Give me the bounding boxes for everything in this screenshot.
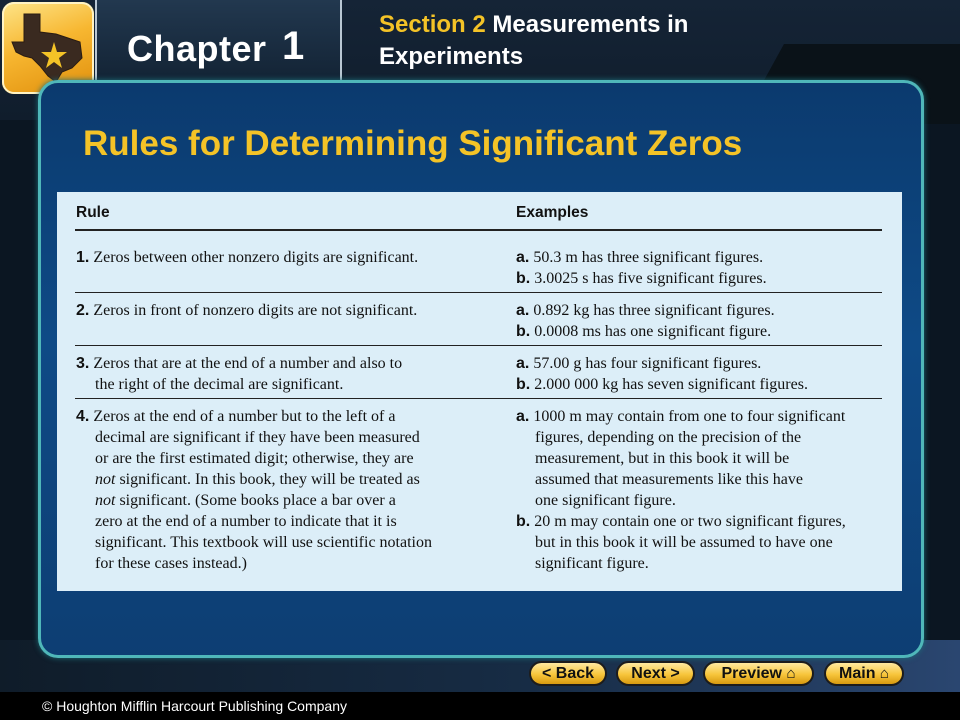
example-letter: b. — [516, 513, 531, 530]
copyright-footer: © Houghton Mifflin Harcourt Publishing Company — [42, 698, 347, 714]
rule-text: zero at the end of a number to indicate that it is — [95, 513, 397, 530]
texas-star-icon — [10, 12, 86, 84]
example-letter: a. — [516, 408, 530, 425]
rule-number: 2. — [76, 302, 90, 319]
column-header-examples: Examples — [516, 204, 589, 221]
home-icon: ⌂ — [786, 665, 796, 682]
rule-text: Zeros between other nonzero digits are significant. — [93, 249, 419, 266]
next-button[interactable]: Next > — [616, 661, 695, 686]
row-divider — [75, 345, 882, 346]
section-label: Section 2 — [379, 11, 486, 38]
example-letter: b. — [516, 323, 531, 340]
example-text: 3.0025 s has five significant figures. — [534, 270, 767, 287]
back-button[interactable]: < Back — [529, 661, 607, 686]
table-row-examples — [516, 300, 775, 342]
rule-text: the right of the decimal are significant. — [95, 376, 344, 393]
preview-label: Preview — [721, 665, 782, 682]
rule-text: Zeros that are at the end of a number and also to — [93, 355, 403, 372]
rule-text: decimal are significant if they have been measured — [95, 429, 420, 446]
table-row-rule — [76, 353, 402, 395]
rule-number: 4. — [76, 408, 90, 425]
example-text: 57.00 g has four significant figures. — [533, 355, 762, 372]
example-text: one significant figure. — [535, 492, 676, 509]
example-text: 2.000 000 kg has seven significant figures. — [534, 376, 808, 393]
example-letter: a. — [516, 249, 530, 266]
table-row-rule — [76, 300, 417, 321]
rule-number: 3. — [76, 355, 90, 372]
preview-button[interactable] — [703, 661, 814, 686]
main-button[interactable] — [824, 661, 904, 686]
example-letter: a. — [516, 355, 530, 372]
row-divider — [75, 398, 882, 399]
example-text: 1000 m may contain from one to four significant — [533, 408, 846, 425]
rule-text: not significant. (Some books place a bar over a — [95, 492, 396, 509]
example-text: 20 m may contain one or two significant figures, — [534, 513, 846, 530]
slide-title: Rules for Determining Significant Zeros — [83, 124, 743, 163]
example-text: 50.3 m has three significant figures. — [533, 249, 764, 266]
chapter-number: 1 — [282, 24, 305, 68]
table-row-examples — [516, 353, 808, 395]
example-letter: a. — [516, 302, 530, 319]
example-text: 0.892 kg has three significant figures. — [533, 302, 775, 319]
example-text: figures, depending on the precision of the — [535, 429, 802, 446]
rule-text: not significant. In this book, they will be treated as — [95, 471, 420, 488]
rule-text: Zeros in front of nonzero digits are not significant. — [93, 302, 418, 319]
row-divider — [75, 292, 882, 293]
example-text: assumed that measurements like this have — [535, 471, 803, 488]
example-text: 0.0008 ms has one significant figure. — [534, 323, 772, 340]
rule-number: 1. — [76, 249, 90, 266]
chapter-label: Chapter — [127, 28, 267, 69]
table-row-examples — [516, 406, 846, 574]
rule-text: significant. This textbook will use scientific notation — [95, 534, 432, 551]
section-title-line2: Experiments — [379, 43, 524, 70]
table-row-rule — [76, 406, 432, 574]
example-text: but in this book it will be assumed to have one — [535, 534, 833, 551]
example-letter: b. — [516, 270, 531, 287]
section-heading — [379, 11, 688, 39]
rule-text: or are the first estimated digit; otherwise, they are — [95, 450, 414, 467]
header-divider — [75, 229, 882, 231]
home-icon: ⌂ — [879, 665, 889, 682]
example-letter: b. — [516, 376, 531, 393]
main-label: Main — [839, 665, 876, 682]
example-text: measurement, but in this book it will be — [535, 450, 790, 467]
column-header-rule: Rule — [76, 204, 110, 221]
table-row-examples — [516, 247, 767, 289]
rule-text: for these cases instead.) — [95, 555, 247, 572]
example-text: significant figure. — [535, 555, 649, 572]
section-title-line1: Measurements in — [492, 11, 689, 38]
rule-text: Zeros at the end of a number but to the left of a — [93, 408, 396, 425]
table-row-rule — [76, 247, 418, 268]
